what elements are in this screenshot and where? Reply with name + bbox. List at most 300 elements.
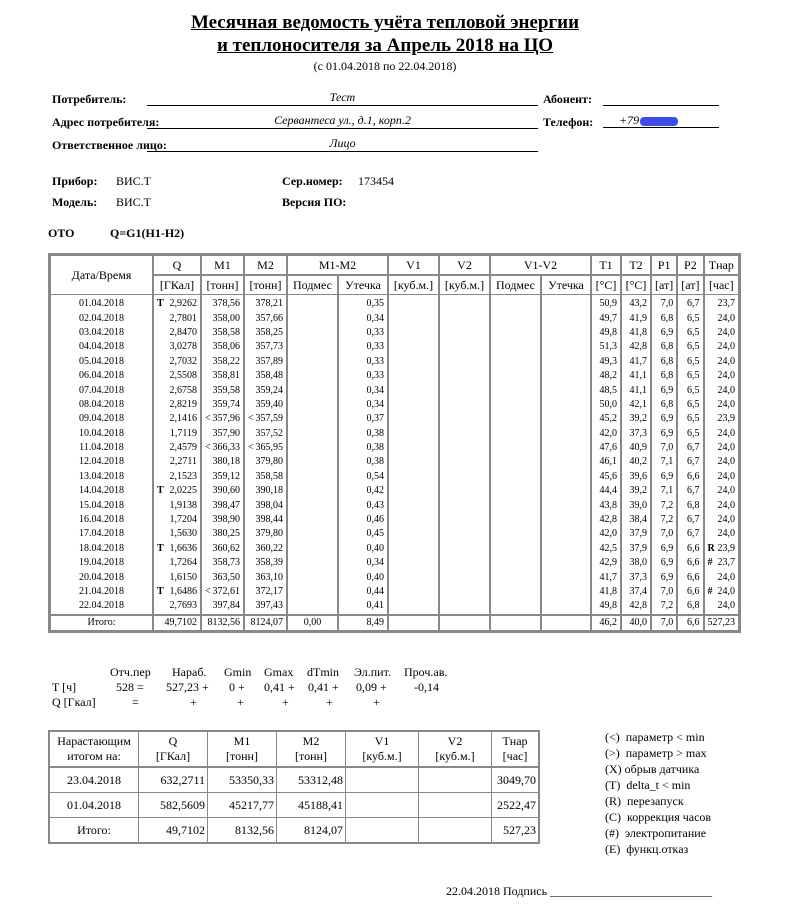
cell-t2: [621, 340, 651, 354]
cum-cell-v1: [346, 793, 419, 818]
cell-m-leak: [338, 295, 388, 311]
cell-value: 37,3: [629, 427, 647, 439]
status-flag: <: [248, 442, 254, 454]
cell-tnar: [704, 398, 740, 412]
cell-value: 6,9: [660, 571, 674, 583]
status-flag: <: [248, 413, 254, 425]
cell-t2: [621, 455, 651, 469]
cell-value: 6,5: [687, 384, 700, 396]
cell-t2: [621, 585, 651, 599]
cell-value: 372,17: [255, 586, 283, 597]
cell-v-mix: [490, 383, 541, 397]
cell-v-leak: [541, 311, 591, 325]
cell-q: [153, 383, 201, 397]
cell-value: 6,9: [660, 384, 674, 396]
phone-field: [603, 112, 719, 128]
cell-m-leak: [338, 441, 388, 455]
cell-date: [50, 412, 153, 426]
responsible-label: Ответственное лицо:: [52, 138, 167, 152]
cell-value: 1,6150: [169, 571, 197, 583]
cell-m1: [201, 585, 244, 599]
cell-v2: [439, 383, 490, 397]
cell-m1: [201, 513, 244, 527]
cell-m-mix: [287, 355, 338, 369]
cell-value: 7,2: [660, 514, 674, 526]
cell-value: 44,4: [599, 485, 617, 497]
cell-value: 43,2: [629, 298, 647, 310]
cell-value: 357,89: [255, 355, 283, 367]
table-row: [50, 326, 739, 340]
legend-item: (E) функц.отказ: [605, 842, 689, 856]
cell-value: 6,7: [687, 528, 700, 540]
cell-v1: [388, 326, 439, 340]
subscriber-label: Абонент:: [543, 92, 592, 106]
cell-value: 49,3: [599, 355, 617, 367]
cell-tnar: [704, 585, 740, 599]
cell-m2: [244, 383, 287, 397]
cell-value: 24,0: [717, 528, 736, 540]
cell-value: 42,8: [599, 514, 617, 526]
cell-date: [50, 369, 153, 383]
cell-value: 2,4579: [169, 442, 197, 454]
cell-m-leak: [338, 383, 388, 397]
cell-value: 16.04.2018: [79, 514, 124, 526]
cell-value: 15.04.2018: [79, 499, 124, 511]
cell-tnar: [704, 295, 740, 311]
cell-value: 24,0: [717, 456, 736, 468]
cell-q: [153, 484, 201, 498]
total-t1: 46,2: [591, 614, 621, 631]
model-value: ВИС.Т: [116, 195, 152, 209]
cell-value: 358,81: [212, 370, 240, 382]
cell-value: 397,43: [255, 600, 283, 612]
cum-header: Q [ГКал]: [139, 731, 208, 767]
cell-v2: [439, 355, 490, 369]
total-p1: 7,0: [651, 614, 677, 631]
cell-v2: [439, 570, 490, 584]
cell-m2: [244, 498, 287, 512]
cell-value: 42,0: [599, 528, 617, 540]
cell-value: 24,0: [717, 499, 736, 511]
cell-value: 2,7032: [169, 355, 197, 367]
cum-cell-date: 23.04.2018: [49, 767, 139, 793]
address-value: Сервантеса ул., д.1, корп.2: [147, 112, 538, 129]
cell-m-mix: [287, 599, 338, 613]
cell-p2: [677, 599, 703, 613]
cell-m-mix: [287, 369, 338, 383]
cell-t2: [621, 369, 651, 383]
cell-tnar: [704, 369, 740, 383]
cell-value: 24,0: [717, 571, 736, 583]
cell-value: 24,0: [717, 600, 736, 612]
device-label: Прибор:: [52, 174, 98, 188]
cell-date: [50, 498, 153, 512]
cum-cell-v1: [346, 767, 419, 793]
cell-value: 41,9: [629, 312, 647, 324]
cell-t1: [591, 427, 621, 441]
cell-value: 24,0: [717, 442, 736, 454]
cell-m-mix: [287, 484, 338, 498]
cell-v1: [388, 484, 439, 498]
cell-value: 47,6: [599, 442, 617, 454]
cell-value: 42,8: [629, 341, 647, 353]
cum-header: V1 [куб.м.]: [346, 731, 419, 767]
cell-v-mix: [490, 585, 541, 599]
cell-value: 24,0: [717, 470, 736, 482]
cell-tnar: [704, 412, 740, 426]
cell-t1: [591, 295, 621, 311]
col-header-v-leak: Утечка: [541, 275, 591, 295]
cell-date: [50, 398, 153, 412]
cell-m-mix: [287, 326, 338, 340]
cell-v-mix: [490, 412, 541, 426]
cell-v-mix: [490, 340, 541, 354]
balance-q-value: +: [373, 695, 380, 709]
total-tnar: 527,23: [704, 614, 740, 631]
cell-value: 358,22: [212, 355, 240, 367]
cell-q: [153, 427, 201, 441]
cell-value: 41,8: [629, 326, 647, 338]
cum-cell-m1: 8132,56: [208, 818, 277, 844]
cell-p2: [677, 398, 703, 412]
cell-value: 02.04.2018: [79, 312, 124, 324]
cell-t2: [621, 513, 651, 527]
cell-value: 11.04.2018: [79, 442, 124, 454]
cell-value: 6,5: [687, 427, 700, 439]
cell-value: 42,8: [629, 600, 647, 612]
cell-value: 6,8: [660, 341, 674, 353]
cell-date: [50, 311, 153, 325]
signature-line: ___________________________: [550, 884, 713, 898]
cell-m-mix: [287, 585, 338, 599]
cum-cell-date: 01.04.2018: [49, 793, 139, 818]
cell-value: 08.04.2018: [79, 398, 124, 410]
cell-p2: [677, 441, 703, 455]
cell-v1: [388, 340, 439, 354]
cell-t1: [591, 570, 621, 584]
cell-m-mix: [287, 340, 338, 354]
cum-cell-v2: [419, 767, 492, 793]
cell-p2: [677, 498, 703, 512]
cum-header: М2 [тонн]: [277, 731, 346, 767]
cell-v-leak: [541, 599, 591, 613]
col-header-v-diff: V1-V2: [490, 255, 591, 275]
cell-value: 13.04.2018: [79, 470, 124, 482]
cell-value: 24,0: [717, 427, 736, 439]
cell-m2: [244, 513, 287, 527]
cell-value: 2,6758: [169, 384, 197, 396]
cum-cell-v2: [419, 793, 492, 818]
cell-p1: [651, 570, 677, 584]
cell-q: [153, 398, 201, 412]
cell-value: 1,7119: [169, 427, 197, 439]
cell-p2: [677, 295, 703, 311]
cell-value: 45,6: [599, 470, 617, 482]
cell-m1: [201, 340, 244, 354]
status-flag: T: [157, 485, 164, 497]
cell-value: 6,8: [660, 355, 674, 367]
balance-q-value: =: [132, 695, 139, 709]
cell-tnar: [704, 311, 740, 325]
cell-p2: [677, 513, 703, 527]
cell-value: 6,6: [687, 586, 700, 597]
cum-header: V2 [куб.м.]: [419, 731, 492, 767]
cell-v1: [388, 513, 439, 527]
table-row: [50, 513, 739, 527]
cell-m1: [201, 295, 244, 311]
cell-value: 04.04.2018: [79, 341, 124, 353]
balance-q-value: +: [282, 695, 289, 709]
cell-date: [50, 542, 153, 556]
cell-m1: [201, 599, 244, 613]
cell-q: [153, 295, 201, 311]
cell-m-mix: [287, 427, 338, 441]
cell-q: [153, 369, 201, 383]
cell-t1: [591, 383, 621, 397]
cell-m-mix: [287, 570, 338, 584]
cell-value: 0,33: [366, 341, 384, 353]
cell-m-mix: [287, 383, 338, 397]
cell-m-mix: [287, 398, 338, 412]
cell-value: 39,2: [629, 413, 647, 425]
total-p2: 6,6: [677, 614, 703, 631]
cell-date: [50, 441, 153, 455]
cell-value: 6,9: [660, 557, 674, 569]
cum-header: М1 [тонн]: [208, 731, 277, 767]
cell-q: [153, 585, 201, 599]
cell-v1: [388, 585, 439, 599]
cell-value: 2,5508: [169, 370, 197, 382]
cell-value: 41,1: [629, 384, 647, 396]
balance-q-value: +: [326, 695, 333, 709]
total-m-mix: 0,00: [287, 614, 338, 631]
cell-m2: [244, 570, 287, 584]
cell-value: 380,18: [212, 456, 240, 468]
cell-value: 38,0: [629, 557, 647, 569]
cell-value: 23,7: [717, 298, 736, 310]
legend-item: (C) коррекция часов: [605, 810, 712, 824]
cell-v-leak: [541, 513, 591, 527]
cell-value: 42,1: [629, 398, 647, 410]
cell-value: 42,5: [599, 542, 617, 554]
cell-p1: [651, 527, 677, 541]
cell-m1: [201, 311, 244, 325]
cell-value: 0,37: [366, 413, 384, 425]
cell-tnar: [704, 556, 740, 570]
cell-value: 2,7801: [169, 312, 197, 324]
status-flag: T: [157, 298, 164, 310]
cell-t1: [591, 498, 621, 512]
cell-v-mix: [490, 369, 541, 383]
cell-value: 24,0: [717, 355, 736, 367]
cell-value: 358,00: [212, 312, 240, 324]
cell-v1: [388, 556, 439, 570]
cell-value: 358,06: [212, 341, 240, 353]
cell-t2: [621, 556, 651, 570]
cell-t2: [621, 599, 651, 613]
col-unit-t1: [°C]: [591, 275, 621, 295]
cell-value: 0,33: [366, 370, 384, 382]
cell-m-leak: [338, 527, 388, 541]
cell-value: 41,8: [599, 586, 617, 597]
cell-date: [50, 484, 153, 498]
cell-value: 23,9: [717, 542, 736, 554]
cell-value: 6,8: [687, 499, 700, 511]
cell-v1: [388, 570, 439, 584]
legend-item: (>) параметр > max: [605, 746, 707, 760]
cell-m-leak: [338, 398, 388, 412]
total-v1: [388, 614, 439, 631]
col-header-q: Q: [153, 255, 201, 275]
cell-value: 6,9: [660, 427, 674, 439]
cell-v-mix: [490, 427, 541, 441]
cell-value: 6,9: [660, 326, 674, 338]
cell-tnar: [704, 599, 740, 613]
cell-value: 07.04.2018: [79, 384, 124, 396]
serial-label: Сер.номер:: [282, 174, 343, 188]
cell-value: 397,84: [212, 600, 240, 612]
cell-v2: [439, 340, 490, 354]
signature-label: Подпись: [503, 884, 548, 898]
total-v2: [439, 614, 490, 631]
cell-p1: [651, 441, 677, 455]
cell-value: 1,6486: [169, 586, 197, 597]
cell-value: 363,10: [255, 571, 283, 583]
cell-t1: [591, 412, 621, 426]
cell-value: 6,6: [687, 557, 700, 569]
cell-p2: [677, 455, 703, 469]
cell-value: 0,44: [366, 586, 384, 597]
cell-m1: [201, 383, 244, 397]
report-title-line1: Месячная ведомость учёта тепловой энергии: [190, 12, 580, 33]
cell-value: 398,44: [255, 514, 283, 526]
cell-v-leak: [541, 585, 591, 599]
cell-p1: [651, 398, 677, 412]
col-unit-m2: [тонн]: [244, 275, 287, 295]
cell-p1: [651, 295, 677, 311]
cell-m-mix: [287, 470, 338, 484]
cell-v2: [439, 311, 490, 325]
cell-date: [50, 340, 153, 354]
cell-value: 1,9138: [169, 499, 197, 511]
table-row: [50, 383, 739, 397]
balance-header-dtmin: dTmin: [307, 665, 339, 679]
cell-v2: [439, 398, 490, 412]
phone-redaction: [640, 117, 678, 126]
cell-value: 2,7693: [169, 600, 197, 612]
cell-value: 23,9: [717, 413, 736, 425]
cell-t1: [591, 527, 621, 541]
cell-date: [50, 585, 153, 599]
cell-m2: [244, 599, 287, 613]
legend-item: (X) обрыв датчика: [605, 762, 700, 776]
cell-m1: [201, 484, 244, 498]
cell-value: 6,7: [687, 456, 700, 468]
cell-tnar: [704, 340, 740, 354]
cell-value: 359,58: [212, 384, 240, 396]
cell-m1: [201, 398, 244, 412]
cell-m1: [201, 427, 244, 441]
cell-t2: [621, 441, 651, 455]
cell-value: 6,6: [687, 571, 700, 583]
cell-v2: [439, 455, 490, 469]
table-row: [50, 498, 739, 512]
cell-p2: [677, 484, 703, 498]
cum-cell-m2: 8124,07: [277, 818, 346, 844]
cum-cell-q: 632,2711: [139, 767, 208, 793]
cell-value: 2,0225: [169, 485, 197, 497]
cell-value: 22.04.2018: [79, 600, 124, 612]
responsible-value: Лицо: [147, 135, 538, 152]
cell-value: 398,90: [212, 514, 240, 526]
cell-q: [153, 542, 201, 556]
cell-t1: [591, 556, 621, 570]
cell-m2: [244, 398, 287, 412]
legend-item: (T) delta_t < min: [605, 778, 691, 792]
cell-tnar: [704, 570, 740, 584]
cell-value: 45,2: [599, 413, 617, 425]
cell-value: 0,38: [366, 427, 384, 439]
device-value: ВИС.Т: [116, 174, 152, 188]
table-row: [50, 441, 739, 455]
col-header-m-leak: Утечка: [338, 275, 388, 295]
cell-v-mix: [490, 513, 541, 527]
total-t2: 40,0: [621, 614, 651, 631]
cell-v2: [439, 369, 490, 383]
cell-value: 366,33: [212, 442, 240, 454]
balance-header-runtime: Нараб.: [172, 665, 207, 679]
cell-t1: [591, 311, 621, 325]
status-flag: <: [205, 442, 211, 454]
balance-t-value: 0,09 +: [356, 680, 387, 694]
cell-m2: [244, 556, 287, 570]
cell-t2: [621, 527, 651, 541]
cell-date: [50, 326, 153, 340]
cell-value: 358,48: [255, 370, 283, 382]
cell-m2: [244, 441, 287, 455]
cell-t2: [621, 570, 651, 584]
col-unit-p1: [ат]: [651, 275, 677, 295]
cell-m-mix: [287, 527, 338, 541]
cell-t2: [621, 295, 651, 311]
cell-tnar: [704, 427, 740, 441]
cell-value: 6,5: [687, 312, 700, 324]
cell-value: 7,0: [660, 528, 674, 540]
legend-item: (R) перезапуск: [605, 794, 684, 808]
cell-p2: [677, 412, 703, 426]
cell-m-leak: [338, 340, 388, 354]
cell-date: [50, 455, 153, 469]
cell-value: 20.04.2018: [79, 571, 124, 583]
cumulative-row: [49, 793, 539, 818]
cell-value: 40,9: [629, 442, 647, 454]
cell-value: 24,0: [717, 586, 736, 597]
cell-p1: [651, 484, 677, 498]
cell-m2: [244, 412, 287, 426]
cell-v-leak: [541, 295, 591, 311]
cell-value: 24,0: [717, 370, 736, 382]
cell-value: 6,5: [687, 370, 700, 382]
cell-m-leak: [338, 513, 388, 527]
cell-value: 357,96: [212, 413, 240, 425]
cell-t1: [591, 542, 621, 556]
cell-value: 0,34: [366, 557, 384, 569]
cell-value: 03.04.2018: [79, 326, 124, 338]
cell-m2: [244, 369, 287, 383]
cell-m1: [201, 441, 244, 455]
legend-item: (#) электропитание: [605, 826, 707, 840]
col-header-p2: P2: [677, 255, 703, 275]
